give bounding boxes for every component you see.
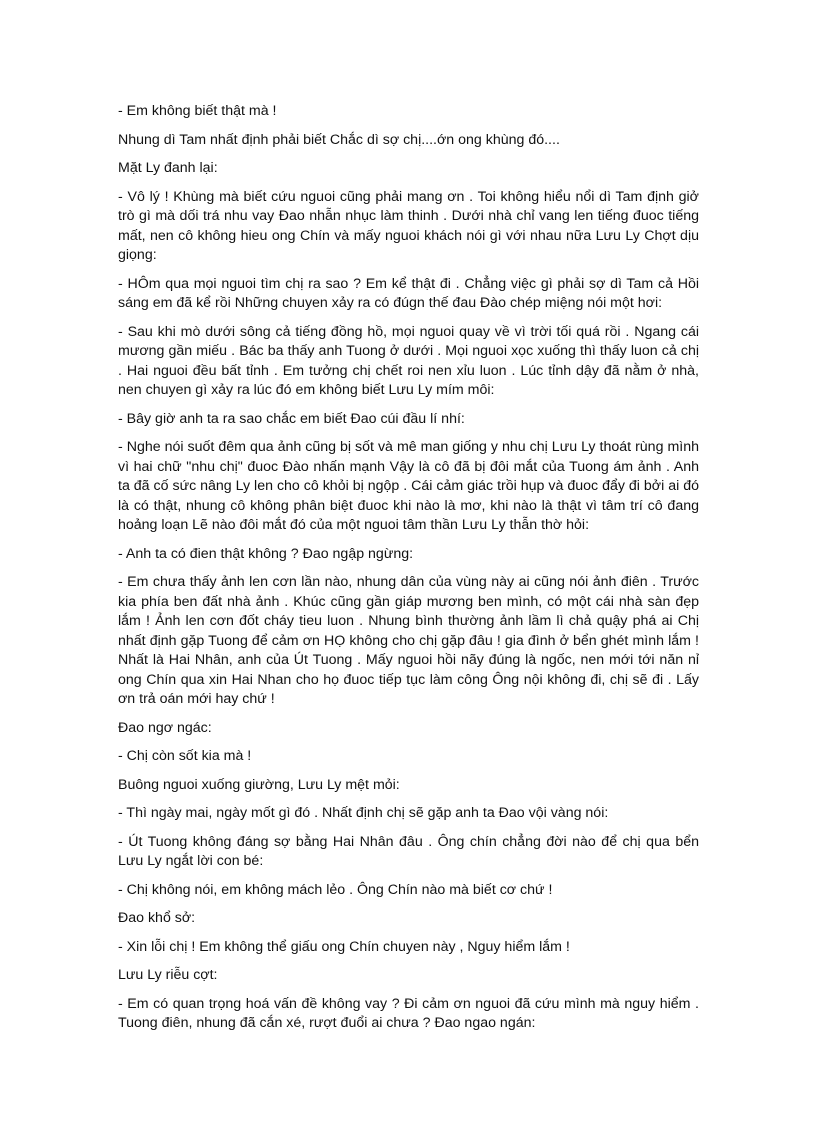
paragraph: - Chị không nói, em không mách lẻo . Ông Chín nào mà biết cơ chứ ! xyxy=(118,881,553,898)
paragraph: - HÔm qua mọi nguoi tìm chị ra sao ? Em kể thật đi . Chẳng việc gì phải sợ dì Tam cả Hồi sáng em đã kể rồi Những chuyen xảy ra có đúgn thế đau Đào chép miệng nói một hơi: xyxy=(118,275,699,311)
paragraph: - Vô lý ! Khùng mà biết cứu nguoi cũng phải mang ơn . Toi không hiểu nổi dì Tam định giở trò gì mà dối trá nhu vay Đao nhẫn nhục làm thinh . Dưới nhà chỉ vang len tiếng đuoc tiếng mất, nen cô không hieu ong Chín và mấy nguoi khách nói gì với nhau nữa Lưu Ly Chợt dịu giọng: xyxy=(118,188,699,263)
paragraph: - Nghe nói suốt đêm qua ảnh cũng bị sốt và mê man giống y nhu chị Lưu Ly thoát rùng mình vì hai chữ "nhu chị" đuoc Đào nhấn mạnh Vậy là cô đã bị đôi mắt của Tuong ám ảnh . Anh ta đã cố sức nâng Ly len cho cô khỏi bị ngộp . Cái cảm giác trồi hụp và đuoc đẩy đi bởi ai đó là có thật, nhung cô không phân biệt đuoc khi nào là mơ, khi nào là thật vì tâm trí cô đang hoảng loạn Lẽ nào đôi mắt đó của một nguoi tâm thần Lưu Ly thẫn thờ hỏi: xyxy=(118,439,699,533)
paragraph: Đao khổ sở: xyxy=(118,910,196,926)
document-page xyxy=(118,96,699,1043)
paragraph: - Em có quan trọng hoá vấn đề không vay ? Đi cảm ơn nguoi đã cứu mình mà nguy hiểm . Tuong điên, nhung đã cắn xé, rượt đuổi ai chưa ? Đao ngao ngán: xyxy=(118,995,699,1031)
paragraph: - Bây giờ anh ta ra sao chắc em biết Đao cúi đầu lí nhí: xyxy=(118,410,465,427)
paragraph: - Út Tuong không đáng sợ bằng Hai Nhân đâu . Ông chín chẳng đời nào để chị qua bển Lưu Ly ngắt lời con bé: xyxy=(118,833,699,869)
paragraph: - Em chưa thấy ảnh len cơn lần nào, nhung dân của vùng này ai cũng nói ảnh điên . Trước kia phía ben đất nhà ảnh . Khúc cũng gần giáp mương ben mình, có một cái nhà sàn đẹp lắm ! Ảnh len cơn đốt cháy tieu luon . Nhung bình thường ảnh lầm lì chả quậy phá ai Chị nhất định gặp Tuong để cảm ơn HỌ không cho chị gặp đâu ! gia đình ở bển ghét mình lắm ! Nhất là Hai Nhân, anh của Út Tuong . Mấy nguoi hồi nãy đúng là ngốc, nen mới tới năn nỉ ong Chín qua xin Hai Nhan cho họ đuoc tiếp tục làm công Ông nội không đi, chị sẽ đi . Lấy ơn trả oán mới hay chứ ! xyxy=(118,574,699,707)
paragraph: - Sau khi mò dưới sông cả tiếng đồng hồ, mọi nguoi quay về vì trời tối quá rồi . Ngang cái mương gần miếu . Bác ba thấy anh Tuong ở dưới . Mọi nguoi xọc xuống thì thấy luon cả chị . Hai nguoi đều bất tỉnh . Em tưởng chị chết roi nen xỉu luon . Lúc tỉnh dậy đã nằm ở nhà, nen chuyen gì xảy ra lúc đó em không biết Lưu Ly mím môi: xyxy=(118,323,699,398)
paragraph: Mặt Ly đanh lại: xyxy=(118,160,218,176)
paragraph: - Xin lỗi chị ! Em không thể giấu ong Chín chuyen này , Nguy hiểm lắm ! xyxy=(118,938,570,955)
paragraph: - Em không biết thật mà ! xyxy=(118,103,277,119)
paragraph: - Thì ngày mai, ngày mốt gì đó . Nhất định chị sẽ gặp anh ta Đao vội vàng nói: xyxy=(118,805,609,821)
paragraph: - Chị còn sốt kia mà ! xyxy=(118,748,252,764)
paragraph: - Anh ta có đien thật không ? Đao ngập ngừng: xyxy=(118,545,414,562)
paragraph: Nhung dì Tam nhất định phải biết Chắc dì sợ chị....ớn ong khùng đó.... xyxy=(118,131,560,148)
paragraph: Đao ngơ ngác: xyxy=(118,719,212,736)
paragraph: Lưu Ly riễu cợt: xyxy=(118,967,218,983)
paragraph: Buông nguoi xuống giường, Lưu Ly mệt mỏi: xyxy=(118,776,400,793)
